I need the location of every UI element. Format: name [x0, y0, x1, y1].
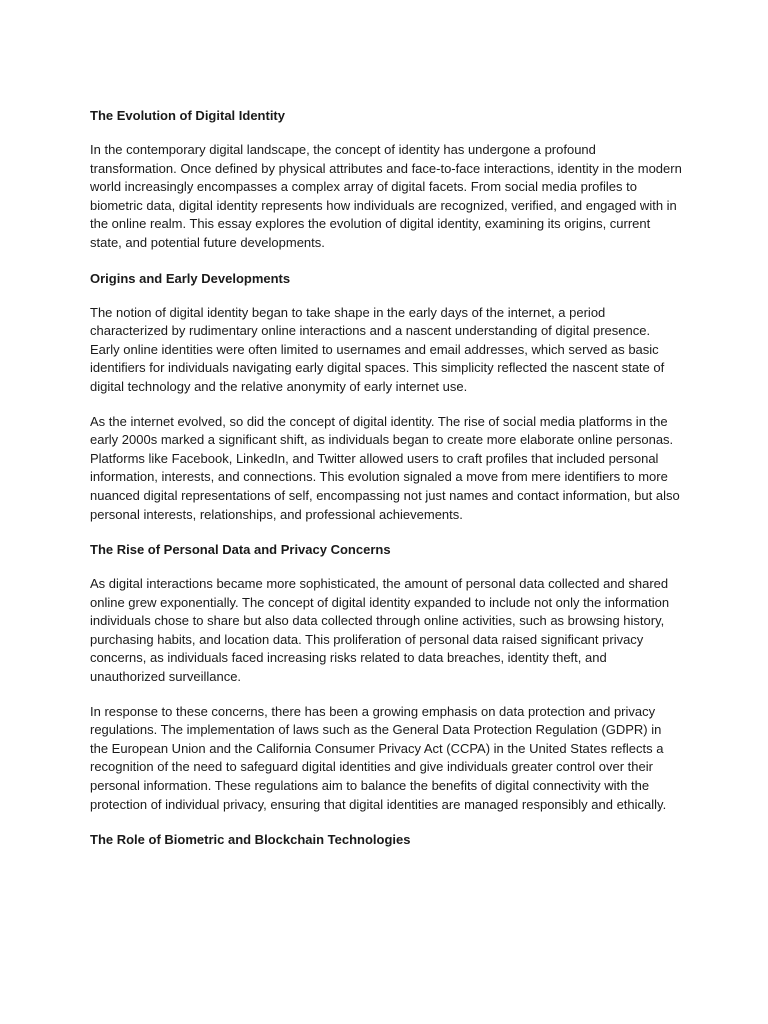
document-page [90, 106, 682, 865]
intro-paragraph: In the contemporary digital landscape, the concept of identity has undergone a profound transformation. Once defined by physical attributes and face-to-face interactions, identity in the modern world increasingly encompasses a complex array of digital facets. From social media profiles to biometric data, digital identity represents how individuals are recognized, verified, and engaged with in the online realm. This essay explores the evolution of digital identity, examining its origins, current state, and potential future developments. [90, 142, 682, 250]
section-heading-privacy: The Rise of Personal Data and Privacy Concerns [90, 542, 391, 558]
section-origins-paragraph-1: The notion of digital identity began to take shape in the early days of the internet, a period characterized by rudimentary online interactions and a nascent understanding of digital presence. Early online identities were often limited to usernames and email addresses, which served as basic identifiers for individuals navigating early digital spaces. This simplicity reflected the nascent state of digital technology and the relative anonymity of early internet use. [90, 304, 665, 394]
section-privacy-paragraph-1: As digital interactions became more sophisticated, the amount of personal data collected and shared online grew exponentially. The concept of digital identity expanded to include not only the information individuals chose to share but also data collected through online activities, such as browsing history, purchasing habits, and location data. This proliferation of personal data raised significant privacy concerns, as individuals faced increasing risks related to data breaches, identity theft, and unauthorized surveillance. [90, 576, 670, 685]
section-privacy-paragraph-2: In response to these concerns, there has been a growing emphasis on data protection and privacy regulations. The implementation of laws such as the General Data Protection Regulation (GDPR) in the European Union and the California Consumer Privacy Act (CCPA) in the United States reflects a recognition of the need to safeguard digital identities and give individuals greater control over their personal information. These regulations aim to balance the benefits of digital connectivity with the protection of individual privacy, ensuring that digital identities are managed responsibly and ethically. [90, 703, 667, 812]
document-title: The Evolution of Digital Identity [90, 108, 285, 123]
section-heading-biometric-blockchain: The Role of Biometric and Blockchain Technologies [90, 832, 411, 848]
section-origins-paragraph-2: As the internet evolved, so did the concept of digital identity. The rise of social media platforms in the early 2000s marked a significant shift, as individuals began to create more elaborate online personas. Platforms like Facebook, LinkedIn, and Twitter allowed users to craft profiles that included personal information, interests, and connections. This evolution signaled a move from mere identifiers to more nuanced digital representations of self, encompassing not just names and contact information, but also personal interests, relationships, and professional achievements. [90, 413, 680, 522]
section-heading-origins: Origins and Early Developments [90, 270, 291, 286]
